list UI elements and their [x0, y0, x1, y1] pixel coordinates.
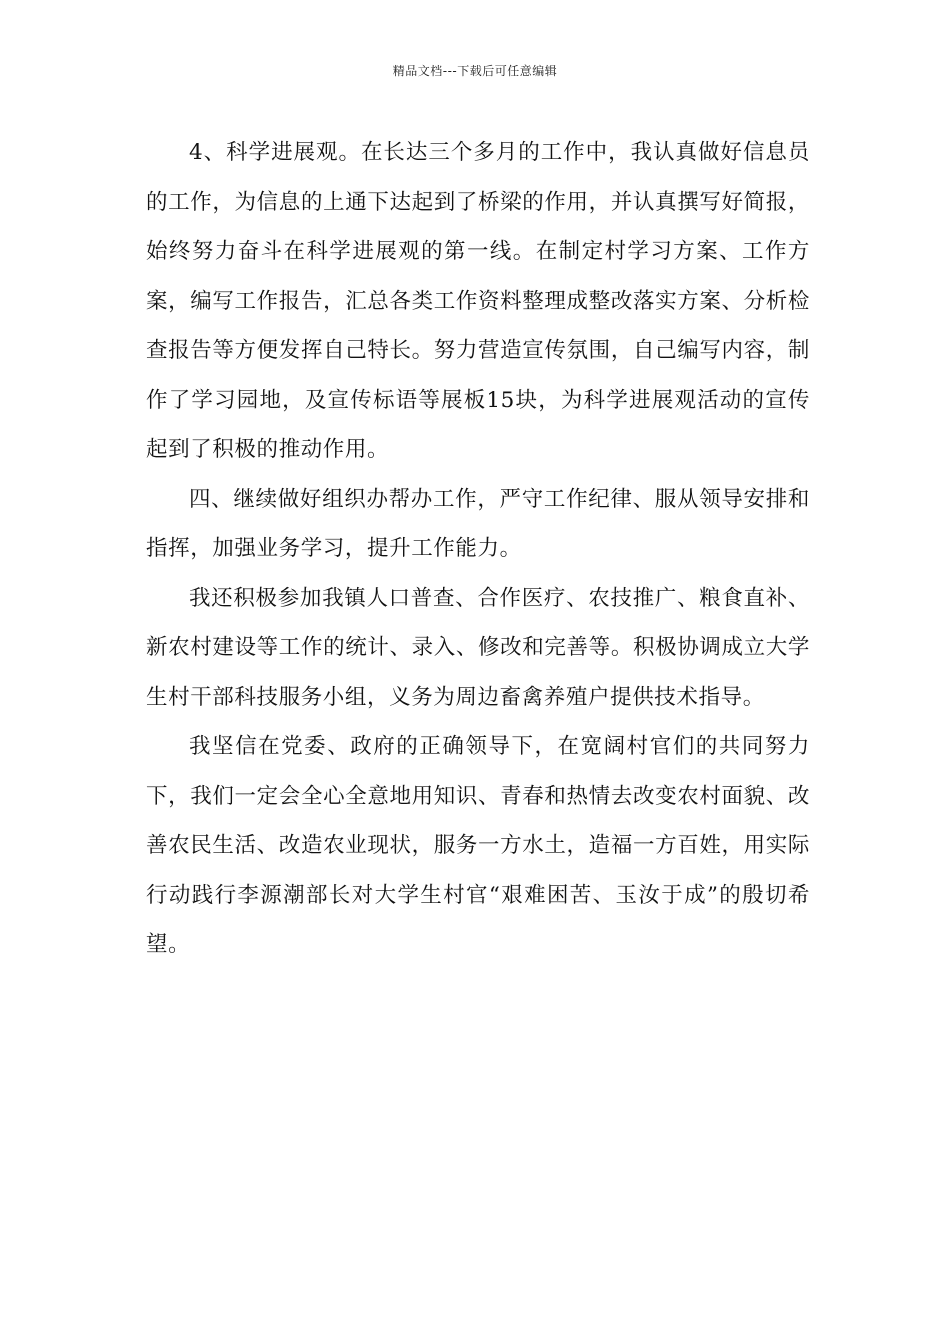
paragraph-science-development: 4、科学进展观。在长达三个多月的工作中，我认真做好信息员的工作，为信息的上通下达起到了桥梁的作用，并认真撰写好简报，始终努力奋斗在科学进展观的第一线。在制定村学习方案、工作方案，编写工作报告，汇总各类工作资料整理成整改落实方案、分析检查报告等方便发挥自己特长。努力营造宣传氛围，自己编写内容，制作了学习园地，及宣传标语等展板15块，为科学进展观活动的宣传起到了积极的推动作用。: [146, 140, 810, 462]
paragraph-organization-work: 四、继续做好组织办帮办工作，严守工作纪律、服从领导安排和指挥，加强业务学习，提升工作能力。: [146, 486, 810, 561]
paragraph-census-participation: 我还积极参加我镇人口普查、合作医疗、农技推广、粮食直补、新农村建设等工作的统计、录入、修改和完善等。积极协调成立大学生村干部科技服务小组，义务为周边畜禽养殖户提供技术指导。: [146, 585, 810, 710]
document-body: [146, 128, 810, 970]
paragraph-conclusion: 我坚信在党委、政府的正确领导下，在宽阔村官们的共同努力下，我们一定会全心全意地用知识、青春和热情去改变农村面貌、改善农民生活、改造农业现状，服务一方水土，造福一方百姓，用实际行动践行李源潮部长对大学生村官“艰难困苦、玉汝于成”的殷切希望。: [146, 734, 810, 957]
page-header: 精品文档---下载后可任意编辑: [392, 64, 558, 78]
